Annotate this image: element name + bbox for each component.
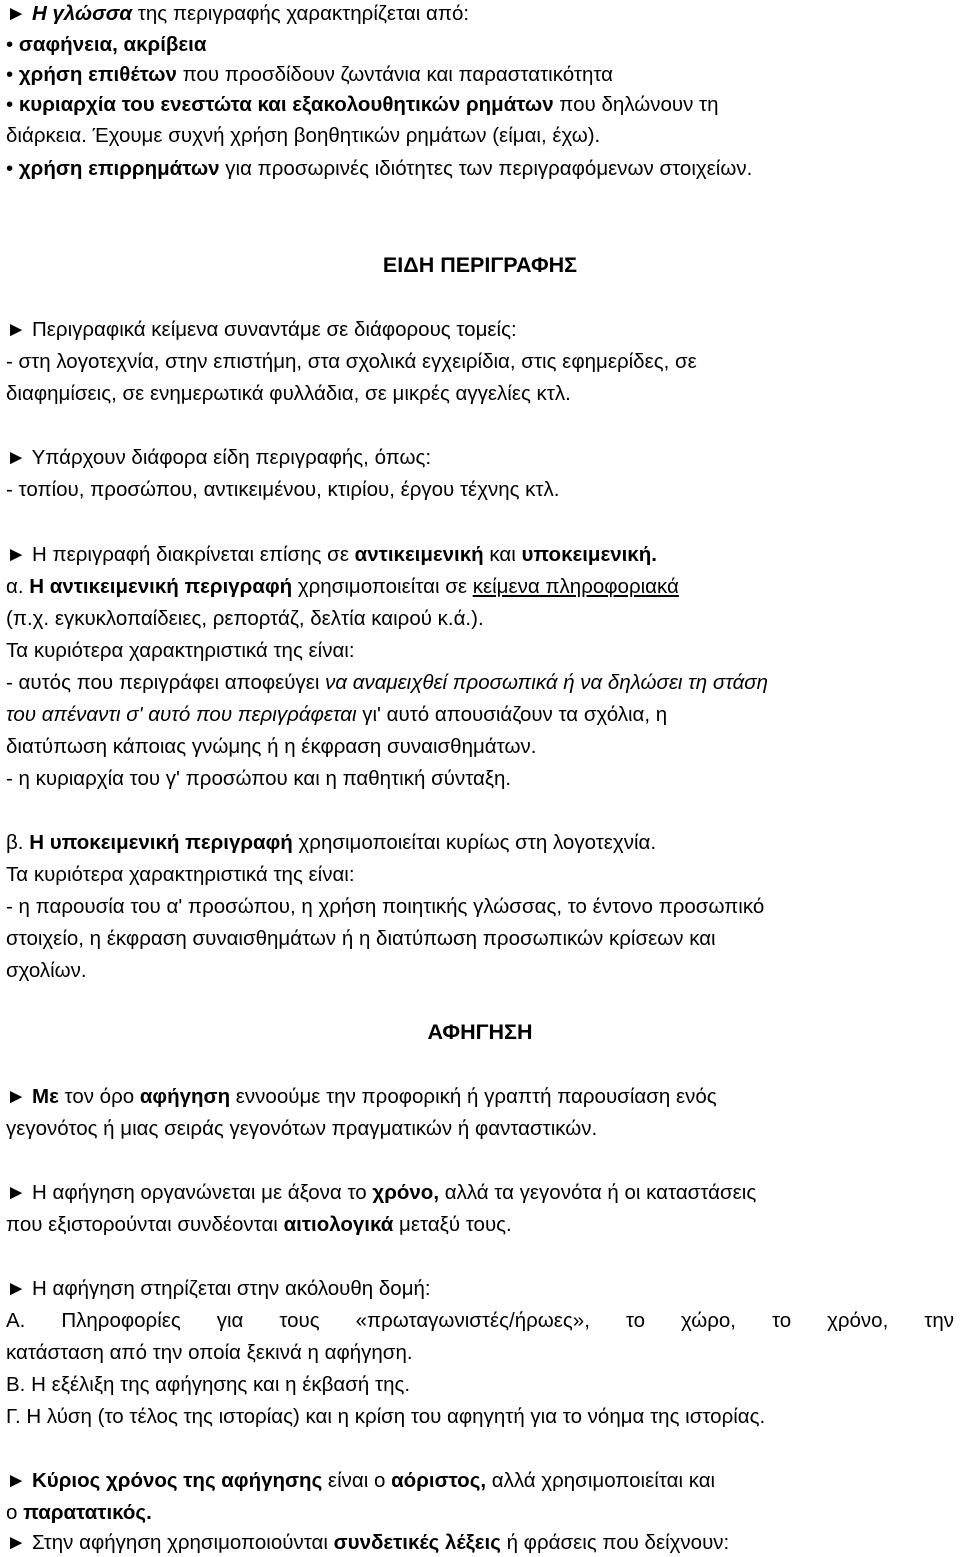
line-structure-c: Γ. Η λύση (το τέλος της ιστορίας) και η κρίση του αφηγητή για το νόημα της ιστορίας. — [6, 1405, 766, 1428]
line-objective-desc: α. Η αντικειμενική περιγραφή χρησιμοποιείται σε κείμενα πληροφοριακά — [6, 575, 679, 598]
line-fields-intro: ► Περιγραφικά κείμενα συναντάμε σε διάφορους τομείς: — [6, 318, 517, 341]
line-objective-f1: - αυτός που περιγράφει αποφεύγει να αναμειχθεί προσωπικά ή να δηλώσει τη στάση — [6, 671, 769, 694]
line-structure-a: Α. Πληροφορίες για τους «πρωταγωνιστές/ήρωες», το χώρο, το χρόνο, την — [6, 1309, 954, 1332]
line-subjective-f1b: στοιχείο, η έκφραση συναισθημάτων ή η διατύπωση προσωπικών κρίσεων και — [6, 927, 716, 950]
line-objective-examples: (π.χ. εγκυκλοπαίδειες, ρεπορτάζ, δελτία καιρού κ.ά.). — [6, 607, 484, 630]
line-fields-1: - στη λογοτεχνία, στην επιστήμη, στα σχολικά εγχειρίδια, στις εφημερίδες, σε — [6, 350, 697, 373]
line-types-list: - τοπίου, προσώπου, αντικειμένου, κτιρίου, έργου τέχνης κτλ. — [6, 478, 560, 501]
line-main-tense-b: ο παρατατικός. — [6, 1501, 152, 1524]
line-bullet-adjectives: • χρήση επιθέτων που προσδίδουν ζωντάνια και παραστατικότητα — [6, 63, 614, 86]
line-connectives: ► Στην αφήγηση χρησιμοποιούνται συνδετικές λέξεις ή φράσεις που δείχνουν: — [6, 1531, 730, 1554]
line-narration-def: ► Με τον όρο αφήγηση εννοούμε την προφορική ή γραπτή παρουσίαση ενός — [6, 1085, 717, 1108]
line-main-tense: ► Κύριος χρόνος της αφήγησης είναι ο αόριστος, αλλά χρησιμοποιείται και — [6, 1469, 716, 1492]
line-structure-a2: κατάσταση από την οποία ξεκινά η αφήγηση. — [6, 1341, 413, 1364]
line-narration-def-b: γεγονότος ή μιας σειράς γεγονότων πραγματικών ή φανταστικών. — [6, 1117, 598, 1140]
line-glossa-intro: ► Η γλώσσα της περιγραφής χαρακτηρίζεται από: — [6, 2, 470, 25]
line-objective-subjective: ► Η περιγραφή διακρίνεται επίσης σε αντικειμενική και υποκειμενική. — [6, 543, 657, 566]
line-subjective-desc: β. Η υποκειμενική περιγραφή χρησιμοποιείται κυρίως στη λογοτεχνία. — [6, 831, 657, 854]
line-subjective-f1c: σχολίων. — [6, 959, 87, 982]
line-fields-2: διαφημίσεις, σε ενημερωτικά φυλλάδια, σε μικρές αγγελίες κτλ. — [6, 382, 571, 405]
line-narration-time-b: που εξιστορούνται συνδέονται αιτιολογικά μεταξύ τους. — [6, 1213, 512, 1236]
line-objective-f1b: του απέναντι σ' αυτό που περιγράφεται γι' αυτό απουσιάζουν τα σχόλια, η — [6, 703, 668, 726]
line-objective-f1c: διατύπωση κάποιας γνώμης ή η έκφραση συναισθημάτων. — [6, 735, 537, 758]
line-subjective-f1: - η παρουσία του α' προσώπου, η χρήση ποιητικής γλώσσας, το έντονο προσωπικό — [6, 895, 765, 918]
line-bullet-present: • κυριαρχία του ενεστώτα και εξακολουθητικών ρημάτων που δηλώνουν τη — [6, 93, 719, 116]
line-structure-b: Β. Η εξέλιξη της αφήγησης και η έκβασή της. — [6, 1373, 411, 1396]
heading-afigisi: ΑΦΗΓΗΣΗ — [427, 1020, 533, 1044]
line-objective-features: Τα κυριότερα χαρακτηριστικά της είναι: — [6, 639, 355, 662]
line-narration-time: ► Η αφήγηση οργανώνεται με άξονα το χρόνο, αλλά τα γεγονότα ή οι καταστάσεις — [6, 1181, 757, 1204]
line-duration: διάρκεια. Έχουμε συχνή χρήση βοηθητικών ρημάτων (είμαι, έχω). — [6, 124, 601, 147]
line-subjective-features: Τα κυριότερα χαρακτηριστικά της είναι: — [6, 863, 355, 886]
line-types-intro: ► Υπάρχουν διάφορα είδη περιγραφής, όπως: — [6, 446, 432, 469]
line-objective-f2: - η κυριαρχία του γ' προσώπου και η παθητική σύνταξη. — [6, 767, 512, 790]
line-bullet-adverbs: • χρήση επιρρημάτων για προσωρινές ιδιότητες των περιγραφόμενων στοιχείων. — [6, 157, 753, 180]
heading-eidi-perigrafis: ΕΙΔΗ ΠΕΡΙΓΡΑΦΗΣ — [382, 253, 578, 277]
line-bullet-clarity: • σαφήνεια, ακρίβεια — [6, 33, 207, 56]
line-structure-intro: ► Η αφήγηση στηρίζεται στην ακόλουθη δομή: — [6, 1277, 431, 1300]
